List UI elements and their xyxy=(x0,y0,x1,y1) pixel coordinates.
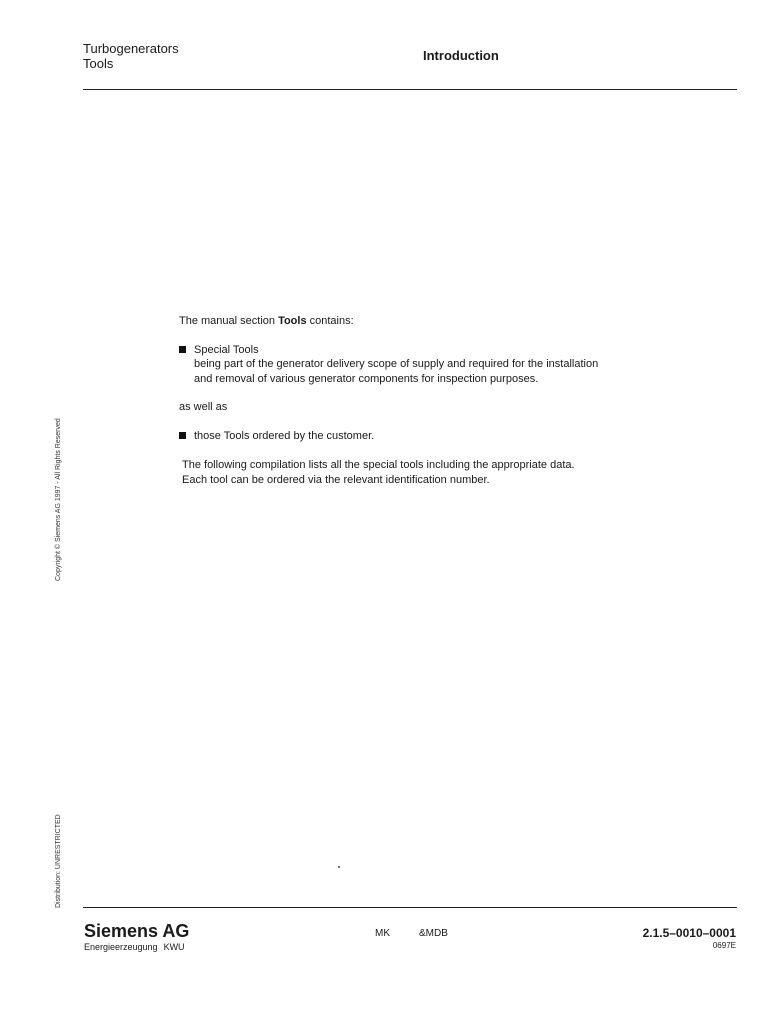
copyright-notice: Copyright © Siemens AG 1997 - All Rights Reserved xyxy=(55,418,62,581)
intro-paragraph xyxy=(179,314,619,329)
bullet-customer-tools xyxy=(179,429,619,444)
footer-rule xyxy=(83,907,737,908)
bullet-1-text: being part of the generator delivery scope of supply and required for the installation and removal of various generator components for inspection purposes. xyxy=(194,358,599,385)
footer-company xyxy=(84,921,191,952)
page-title: Introduction xyxy=(423,48,499,63)
document-number: 2.1.5–0010–0001 xyxy=(642,926,736,940)
scan-speck xyxy=(338,866,340,868)
distribution-notice: Distribution: UNRESTRICTED xyxy=(55,814,62,908)
revision-code: 0697E xyxy=(712,941,736,950)
footer-mk: MK xyxy=(375,928,390,939)
closing-line-2: Each tool can be ordered via the relevant identification number. xyxy=(182,473,490,486)
division-name: Energieerzeugung xyxy=(84,942,158,952)
intro-prefix: The manual section xyxy=(179,315,279,327)
bullet-1-title: Special Tools xyxy=(194,343,259,356)
as-well-as-text: as well as xyxy=(179,401,228,413)
bullet-special-tools xyxy=(179,343,619,387)
bullet-square-icon xyxy=(179,346,186,353)
footer-mdb: &MDB xyxy=(419,928,448,939)
company-name: Siemens AG xyxy=(84,921,190,941)
bullet-square-icon xyxy=(179,432,186,439)
company-division xyxy=(84,942,191,952)
main-content xyxy=(179,314,619,487)
bullet-2-text: those Tools ordered by the customer. xyxy=(194,429,375,442)
intro-suffix: contains: xyxy=(306,315,354,327)
closing-paragraph xyxy=(179,458,619,487)
closing-line-1: The following compilation lists all the special tools including the appropriate data. xyxy=(182,459,575,471)
header-line-2: Tools xyxy=(83,56,114,71)
header-subject xyxy=(83,41,179,71)
header-rule xyxy=(83,89,737,90)
unit-name: KWU xyxy=(163,942,185,952)
header-line-1: Turbogenerators xyxy=(83,41,179,56)
intro-bold: Tools xyxy=(278,315,307,327)
